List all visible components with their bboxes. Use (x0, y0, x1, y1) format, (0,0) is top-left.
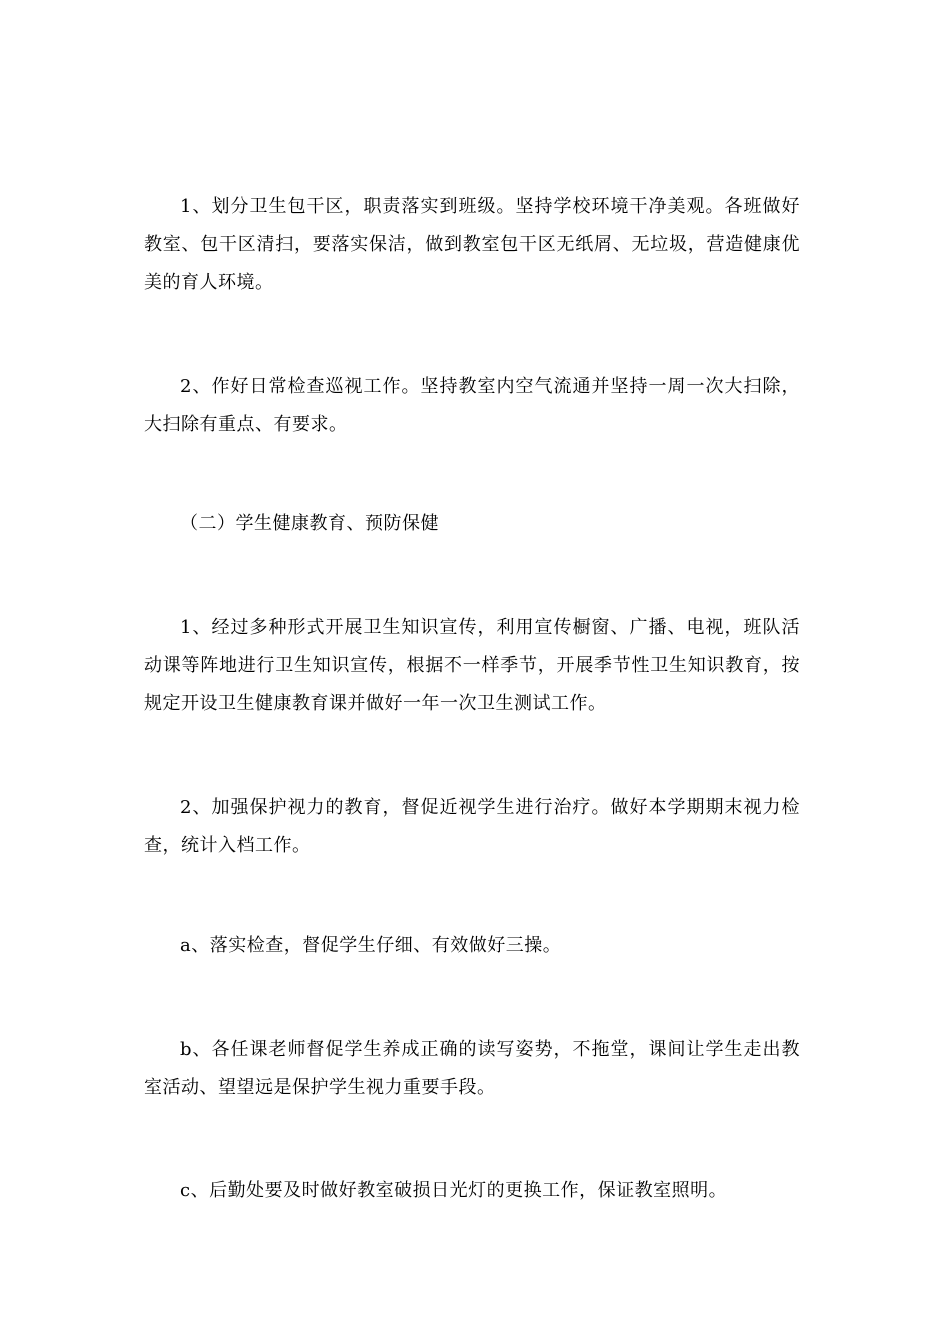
section-heading-health-education: （二）学生健康教育、预防保健 (180, 513, 439, 534)
list-item-b: b、各任课老师督促学生养成正确的读写姿势，不拖堂，课间让学生走出教室活动、望望远是保护学生视力重要手段。 (144, 1039, 800, 1098)
list-item-a: a、落实检查，督促学生仔细、有效做好三操。 (180, 935, 562, 956)
paragraph-sanitation-zones: 1、划分卫生包干区，职责落实到班级。坚持学校环境干净美观。各班做好教室、包干区清扫，要落实保洁，做到教室包干区无纸屑、无垃圾，营造健康优美的育人环境。 (144, 196, 800, 293)
list-item-c: c、后勤处要及时做好教室破损日光灯的更换工作，保证教室照明。 (180, 1180, 728, 1201)
paragraph-health-publicity: 1、经过多种形式开展卫生知识宣传，利用宣传橱窗、广播、电视，班队活动课等阵地进行卫生知识宣传，根据不一样季节，开展季节性卫生知识教育，按规定开设卫生健康教育课并做好一年一次卫生测试工作。 (144, 617, 800, 714)
paragraph-daily-inspection: 2、作好日常检查巡视工作。坚持教室内空气流通并坚持一周一次大扫除，大扫除有重点、有要求。 (144, 376, 800, 435)
paragraph-vision-protection: 2、加强保护视力的教育，督促近视学生进行治疗。做好本学期期末视力检查，统计入档工作。 (144, 797, 800, 856)
